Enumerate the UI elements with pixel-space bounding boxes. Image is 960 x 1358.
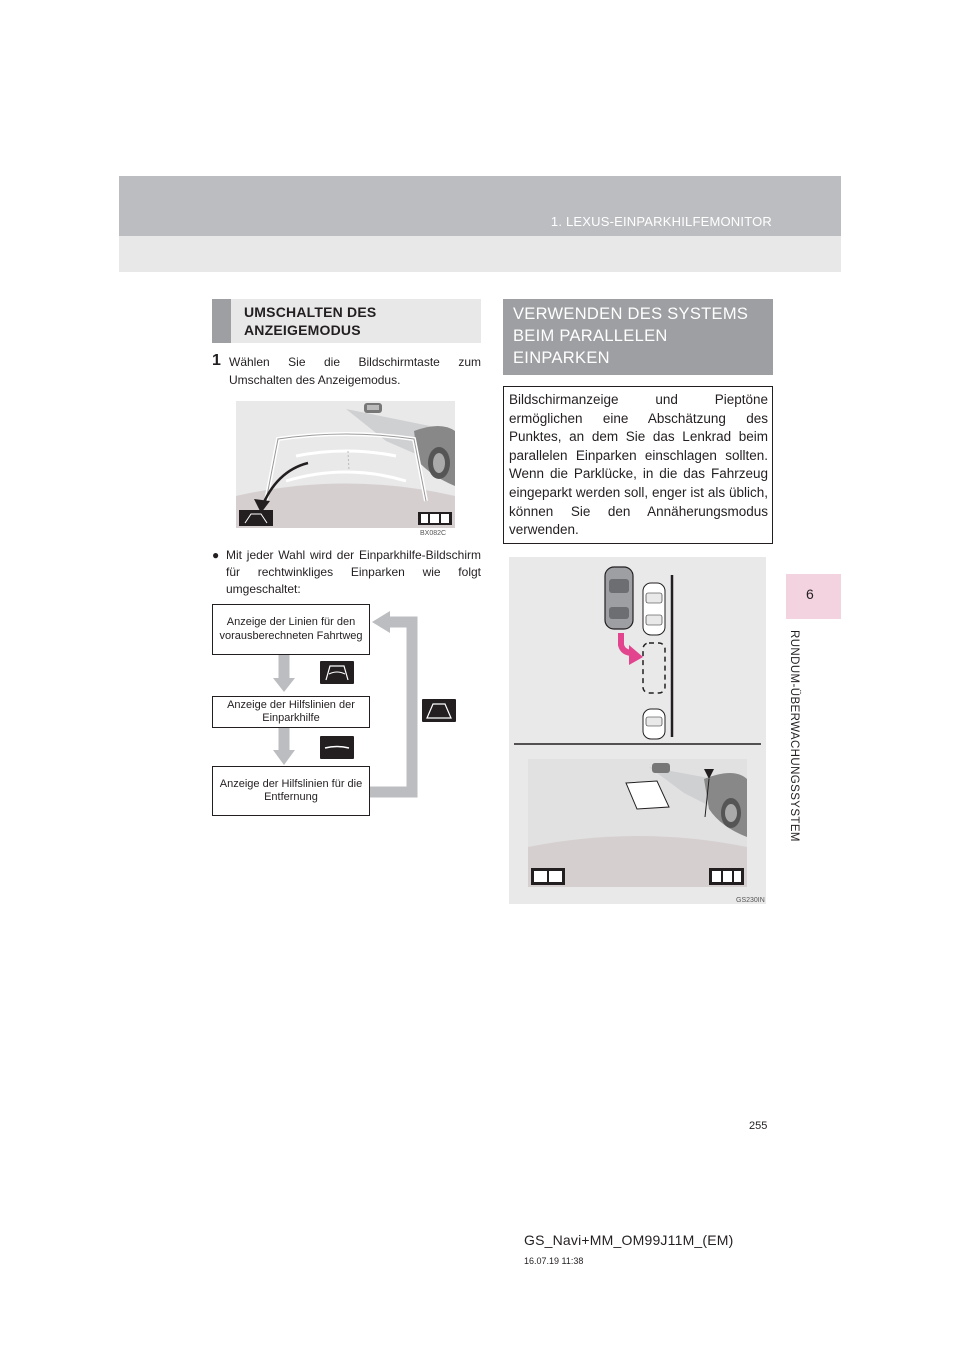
bullet-text: Mit jeder Wahl wird der Einparkhilfe-Bildschirm für rechtwinkliges Einparken wie folgt umgeschaltet: — [226, 548, 481, 596]
chapter-title — [788, 630, 808, 870]
step-number: 1 — [212, 352, 221, 369]
flow-step-distance-lines: Anzeige der Hilfslinien für die Entfernung — [212, 766, 370, 816]
image-code: BX082C — [420, 530, 447, 537]
header-title: 1. LEXUS-EINPARKHILFEMONITOR — [550, 214, 772, 229]
section-heading-display-mode — [212, 299, 481, 343]
footer-model: GS_Navi+MM_OM99J11M_(EM) — [524, 1232, 734, 1248]
parallel-parking-diagram — [509, 557, 766, 904]
parallel-parking-illustration — [509, 557, 766, 904]
guide-lines-mode-icon — [320, 736, 354, 759]
chapter-number: 6 — [806, 586, 814, 602]
camera-view-image — [236, 401, 455, 528]
heading-bar — [212, 299, 231, 343]
bullet-symbol: ● — [212, 548, 220, 562]
heading-text: VERWENDEN DES SYSTEMS BEIM PARALLELEN EINPARKEN — [513, 305, 749, 367]
image-code: GS230IN — [736, 897, 765, 904]
page-number: 255 — [749, 1120, 768, 1132]
info-box: Bildschirmanzeige und Pieptöne ermöglichen eine Abschätzung des Punktes, an dem Sie das Lenkrad beim parallelen Einparken einschlagen sollten. Wenn die Parklücke, in die das Fahrzeug eingeparkt werden soll, enger ist als üblich, können Sie den Annäherungsmodus verwenden. — [503, 386, 773, 544]
step-text: Wählen Sie die Bildschirmtaste zum Umschalten des Anzeigemodus. — [229, 355, 481, 387]
footer-date: 16.07.19 11:38 — [524, 1256, 584, 1266]
flow-step-path-lines: Anzeige der Linien für den vorausberechneten Fahrtweg — [212, 604, 370, 655]
distance-lines-mode-icon — [422, 699, 456, 722]
camera-view-illustration — [236, 401, 455, 528]
flow-step-guide-lines: Anzeige der Hilfslinien der Einparkhilfe — [212, 696, 370, 728]
path-lines-mode-icon — [320, 661, 354, 684]
heading-text: UMSCHALTEN DES ANZEIGEMODUS — [244, 304, 377, 338]
chapter-title-text: RUNDUM-ÜBERWACHUNGSSYSTEM — [788, 630, 800, 842]
section-heading-parallel-parking — [503, 299, 773, 375]
